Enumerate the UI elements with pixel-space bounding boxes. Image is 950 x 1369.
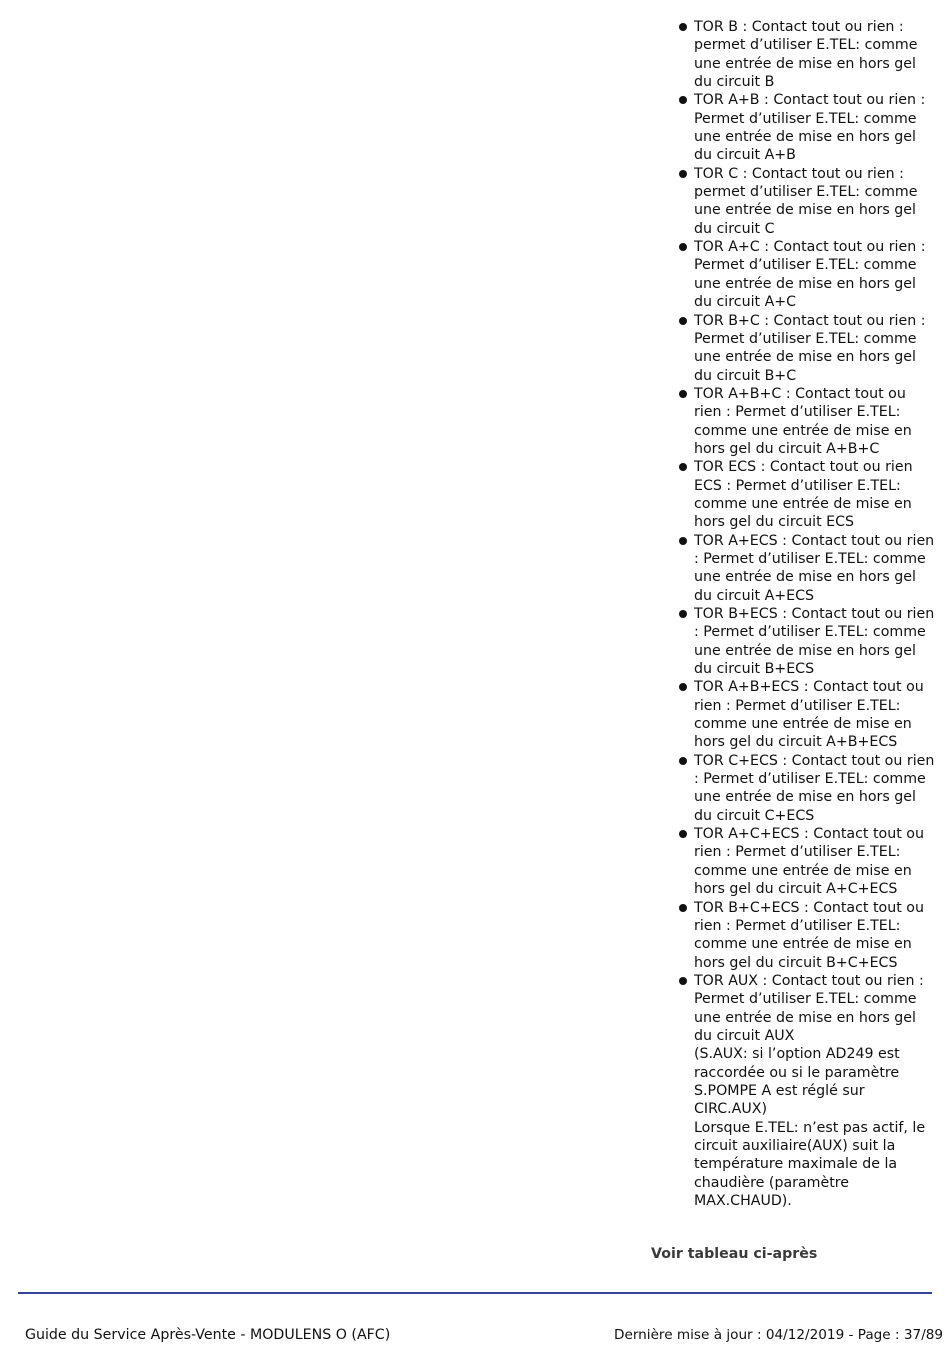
bullet-dot-icon xyxy=(679,317,687,325)
list-item xyxy=(678,91,950,164)
list-item-text: TOR ECS : Contact tout ou rien ECS : Permet d’utiliser E.TEL: comme une entrée de mise en hors gel du circuit ECS xyxy=(694,459,913,531)
list-item-text: TOR A+B : Contact tout ou rien : Permet d’utiliser E.TEL: comme une entrée de mise en hors gel du circuit A+B xyxy=(694,92,926,164)
list-item-text: TOR A+B+C : Contact tout ou rien : Permet d’utiliser E.TEL: comme une entrée de mise en hors gel du circuit A+B+C xyxy=(694,385,912,457)
list-item-text: TOR A+B+ECS : Contact tout ou rien : Permet d’utiliser E.TEL: comme une entrée de mise en hors gel du circuit A+B+ECS xyxy=(694,679,924,751)
bullet-dot-icon xyxy=(679,23,687,31)
bullet-dot-icon xyxy=(679,170,687,178)
list-item xyxy=(678,825,950,898)
tor-parameter-list xyxy=(678,18,950,1210)
bullet-dot-icon xyxy=(679,904,687,912)
list-item-text: TOR AUX : Contact tout ou rien : Permet d’utiliser E.TEL: comme une entrée de mise en hors gel du circuit AUX (S.AUX: si l’option AD249 est raccordée ou si le paramètre S.POMPE A est réglé sur CIRC.AUX) Lorsque E.TEL: n’est pas actif, le circuit auxiliaire(AUX) suit la température maximale de la chaudière (paramètre MAX.CHAUD). xyxy=(694,972,926,1209)
list-item xyxy=(678,532,950,605)
list-item xyxy=(678,385,950,458)
bullet-dot-icon xyxy=(679,610,687,618)
list-item xyxy=(678,899,950,972)
footer-divider xyxy=(18,1292,932,1294)
list-item xyxy=(678,678,950,751)
bullet-dot-icon xyxy=(679,830,687,838)
list-item-text: TOR C+ECS : Contact tout ou rien : Permet d’utiliser E.TEL: comme une entrée de mise en hors gel du circuit C+ECS xyxy=(694,752,935,824)
list-item-text: TOR A+C+ECS : Contact tout ou rien : Permet d’utiliser E.TEL: comme une entrée de mise en hors gel du circuit A+C+ECS xyxy=(694,826,924,898)
footer-guide-title: Guide du Service Après-Vente - MODULENS O (AFC) xyxy=(25,1327,391,1343)
list-item xyxy=(678,605,950,678)
list-item-text: TOR B+C+ECS : Contact tout ou rien : Permet d’utiliser E.TEL: comme une entrée de mise en hors gel du circuit B+C+ECS xyxy=(694,899,924,971)
list-item xyxy=(678,238,950,311)
list-item-text: TOR B+ECS : Contact tout ou rien : Permet d’utiliser E.TEL: comme une entrée de mise en hors gel du circuit B+ECS xyxy=(694,606,935,678)
footer-update-page: Dernière mise à jour : 04/12/2019 - Page : 37/89 xyxy=(614,1327,944,1343)
see-table-note: Voir tableau ci-après xyxy=(651,1246,818,1262)
bullet-dot-icon xyxy=(679,757,687,765)
list-item xyxy=(678,165,950,238)
list-item xyxy=(678,312,950,385)
list-item xyxy=(678,458,950,531)
bullet-dot-icon xyxy=(679,537,687,545)
bullet-dot-icon xyxy=(679,683,687,691)
bullet-dot-icon xyxy=(679,977,687,985)
list-item-text: TOR C : Contact tout ou rien : permet d’utiliser E.TEL: comme une entrée de mise en hors gel du circuit C xyxy=(694,165,918,237)
bullet-dot-icon xyxy=(679,243,687,251)
bullet-dot-icon xyxy=(679,96,687,104)
list-item-text: TOR A+C : Contact tout ou rien : Permet d’utiliser E.TEL: comme une entrée de mise en hors gel du circuit A+C xyxy=(694,239,926,311)
list-item xyxy=(678,18,950,91)
bullet-dot-icon xyxy=(679,463,687,471)
list-item xyxy=(678,752,950,825)
list-item-text: TOR B : Contact tout ou rien : permet d’utiliser E.TEL: comme une entrée de mise en hors gel du circuit B xyxy=(694,19,918,91)
list-item xyxy=(678,972,950,1210)
bullet-column xyxy=(678,18,950,1210)
list-item-text: TOR A+ECS : Contact tout ou rien : Permet d’utiliser E.TEL: comme une entrée de mise en hors gel du circuit A+ECS xyxy=(694,532,935,604)
list-item-text: TOR B+C : Contact tout ou rien : Permet d’utiliser E.TEL: comme une entrée de mise en hors gel du circuit B+C xyxy=(694,312,926,384)
bullet-dot-icon xyxy=(679,390,687,398)
